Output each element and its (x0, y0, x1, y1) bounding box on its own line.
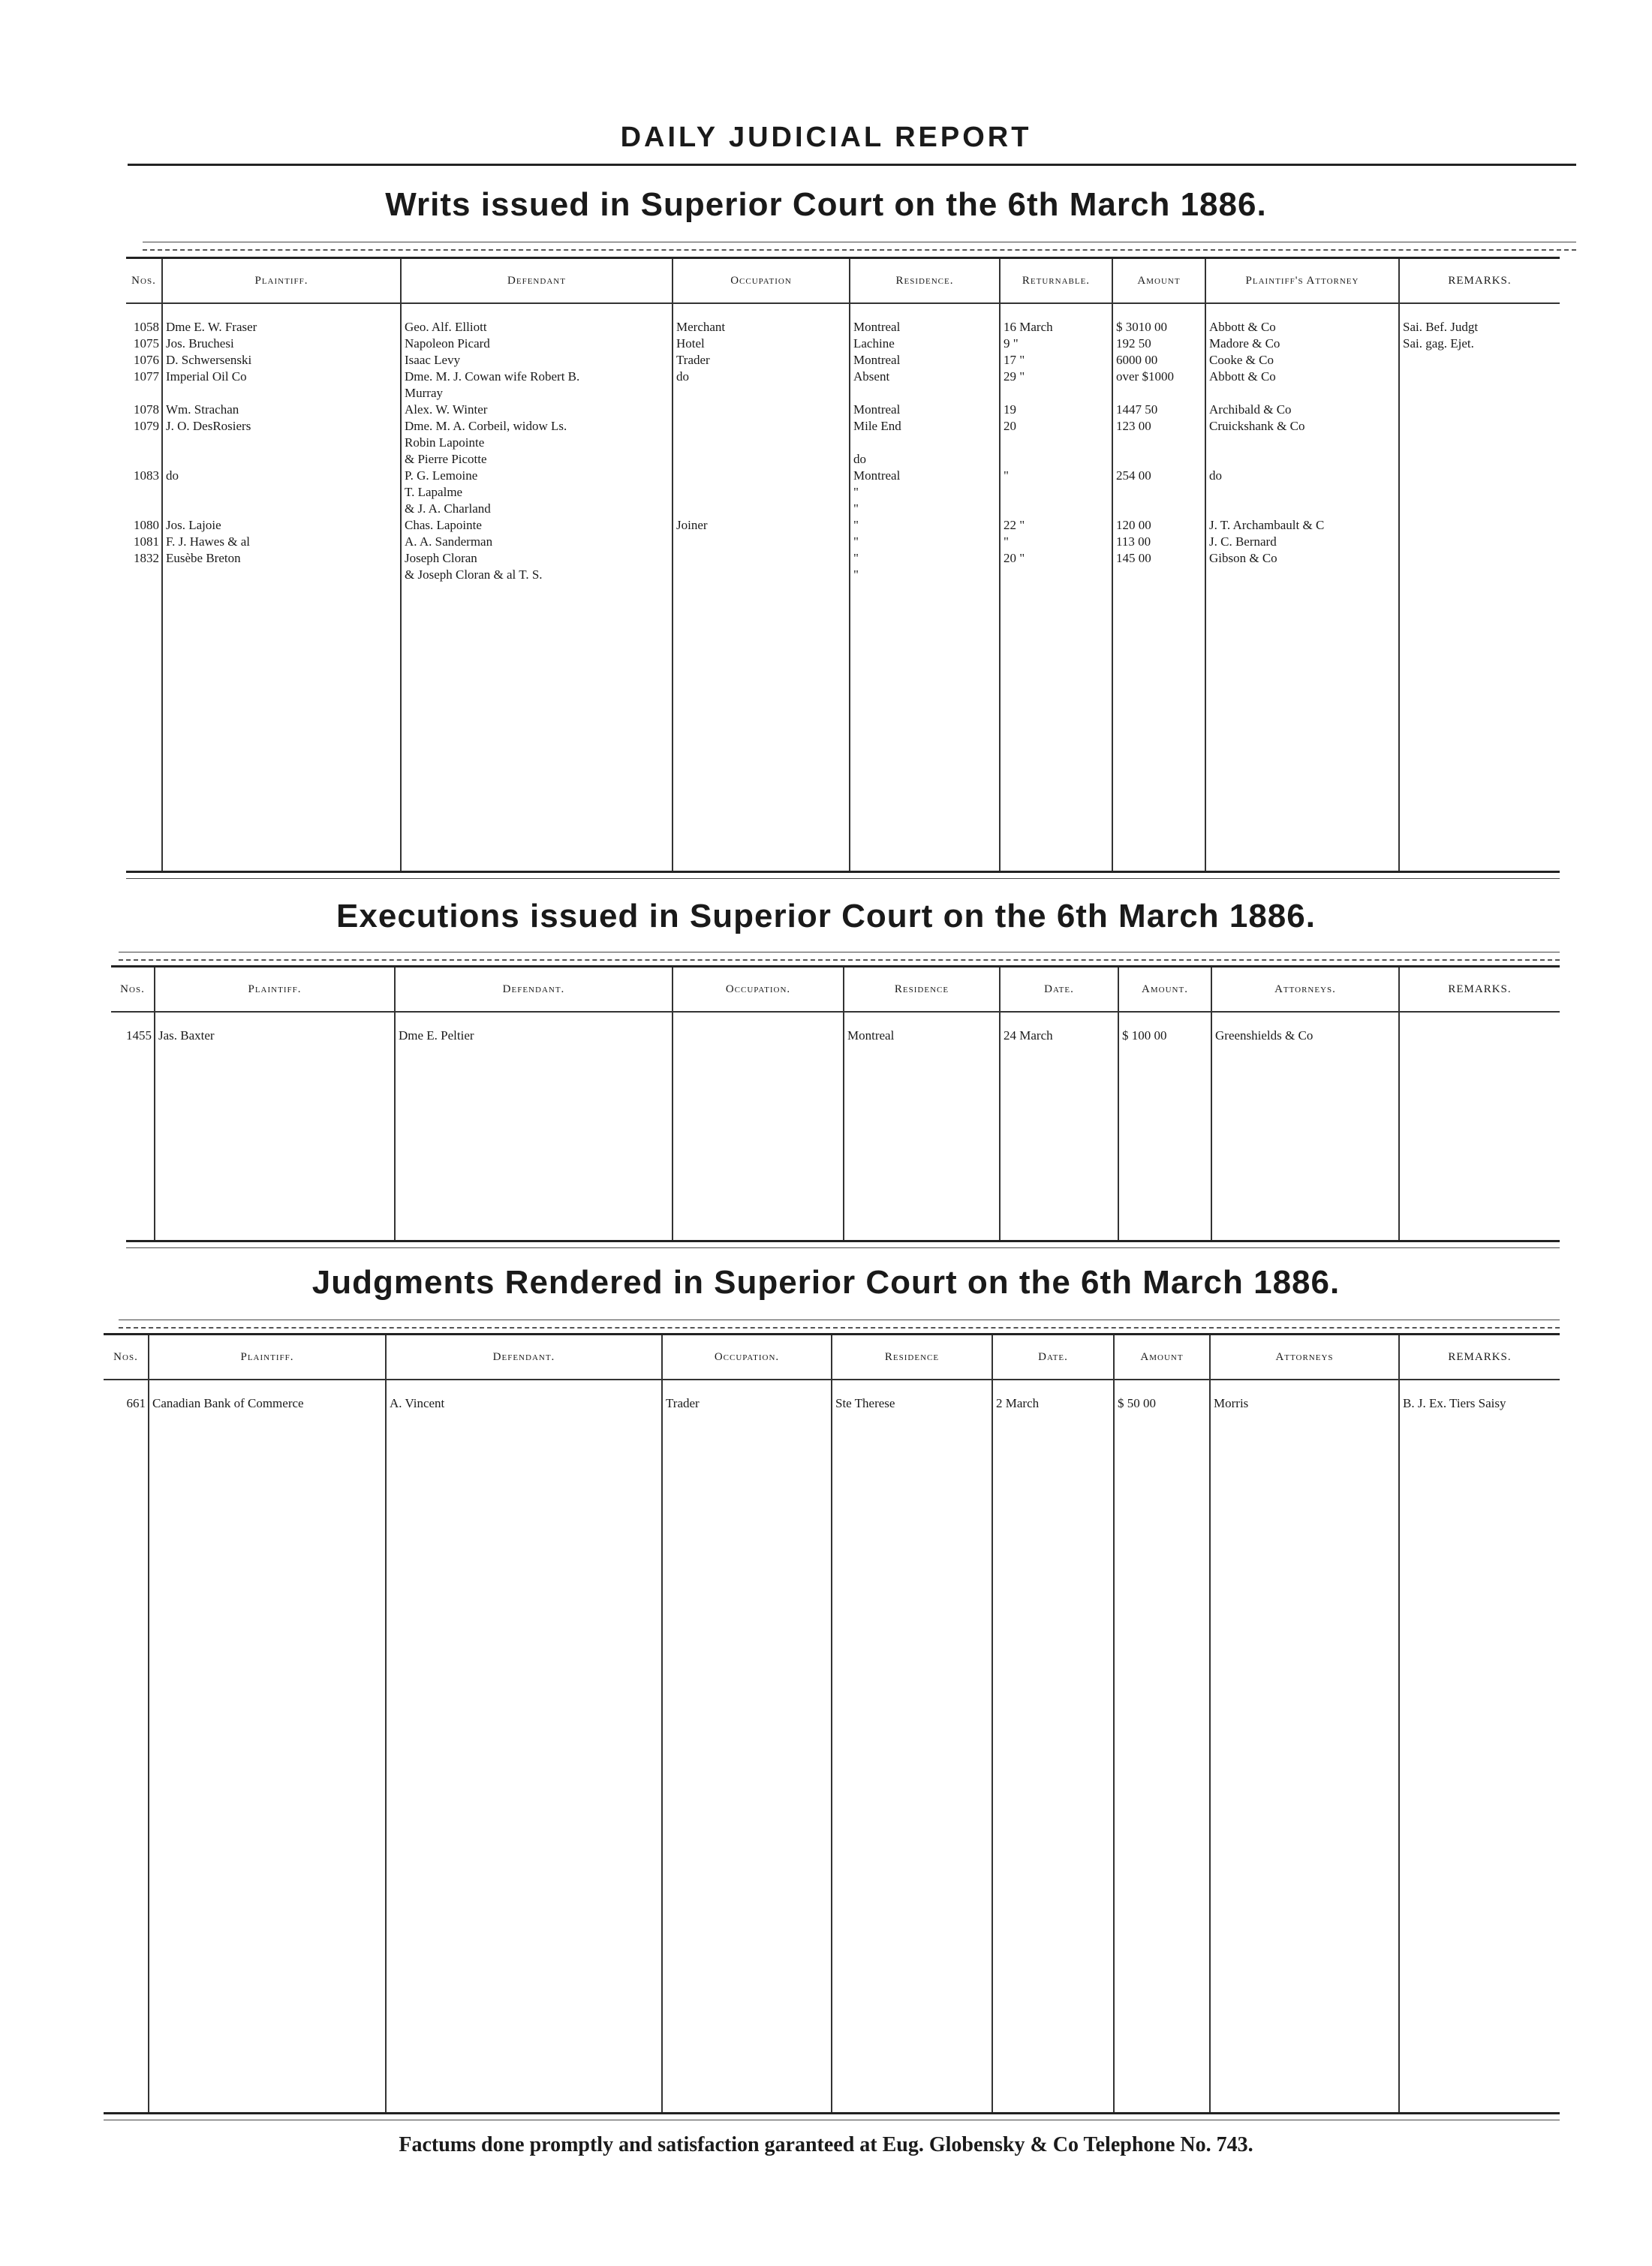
executions-top-dashed-rule (119, 959, 1560, 961)
table-row (126, 451, 1560, 468)
cell-occupation: Merchant (673, 303, 850, 336)
cell-amount (1112, 501, 1205, 517)
table-filler-row (126, 583, 1560, 872)
col-header-remarks: REMARKS. (1399, 967, 1560, 1013)
col-header-amount: Amount (1112, 258, 1205, 304)
cell-remarks: B. J. Ex. Tiers Saisy (1399, 1380, 1560, 1412)
col-header-occupation: Occupation. (662, 1335, 832, 1380)
cell-attorney: Gibson & Co (1205, 550, 1399, 567)
cell-defendant: & Pierre Picotte (401, 451, 673, 468)
col-header-plaintiff: Plaintiff. (149, 1335, 386, 1380)
cell-no: 1832 (134, 551, 159, 565)
cell-residence: Montreal (850, 352, 1000, 369)
judgments-header-row (104, 1335, 1560, 1380)
cell-plaintiff: do (162, 468, 401, 484)
cell-no: 661 (126, 1396, 146, 1410)
col-header-attorneys: Attorneys (1210, 1335, 1399, 1380)
table-row (126, 385, 1560, 402)
cell-attorney (1205, 385, 1399, 402)
cell-defendant: T. Lapalme (401, 484, 673, 501)
cell-date: 24 March (1000, 1012, 1118, 1044)
cell-plaintiff (162, 435, 401, 451)
writs-bottom-rule-thin (126, 878, 1560, 879)
cell-defendant: Napoleon Picard (401, 336, 673, 352)
cell-attorney (1205, 501, 1399, 517)
cell-amount: $ 50 00 (1114, 1380, 1210, 1412)
cell-defendant: P. G. Lemoine (401, 468, 673, 484)
judgments-table (104, 1333, 1560, 2114)
cell-defendant: Isaac Levy (401, 352, 673, 369)
empty-cell (401, 583, 673, 872)
cell-residence: Lachine (850, 336, 1000, 352)
cell-plaintiff: Dme E. W. Fraser (162, 303, 401, 336)
cell-occupation (673, 418, 850, 435)
cell-amount (1112, 385, 1205, 402)
cell-amount: $ 100 00 (1118, 1012, 1211, 1044)
empty-cell (992, 1412, 1114, 2114)
cell-occupation: Joiner (673, 517, 850, 534)
col-header-residence: Residence. (850, 258, 1000, 304)
cell-amount: 192 50 (1112, 336, 1205, 352)
col-header-attorneys: Attorneys. (1211, 967, 1399, 1013)
cell-remarks (1399, 402, 1560, 418)
col-header-defendant: Defendant. (386, 1335, 662, 1380)
cell-residence (850, 435, 1000, 451)
cell-plaintiff: D. Schwersenski (162, 352, 401, 369)
cell-date: 2 March (992, 1380, 1114, 1412)
empty-cell (126, 583, 162, 872)
cell-occupation (673, 1012, 844, 1044)
cell-plaintiff: Eusèbe Breton (162, 550, 401, 567)
cell-plaintiff (162, 451, 401, 468)
table-row (126, 550, 1560, 567)
cell-amount (1112, 451, 1205, 468)
empty-cell (1399, 1412, 1560, 2114)
cell-occupation (673, 550, 850, 567)
cell-defendant: & J. A. Charland (401, 501, 673, 517)
cell-plaintiff (162, 567, 401, 583)
table-row (126, 567, 1560, 583)
writs-table (126, 257, 1560, 872)
footer-advertisement: Factums done promptly and satisfaction garanteed at Eug. Globensky & Co Telephone No. 743. (399, 2133, 1253, 2156)
empty-cell (832, 1412, 992, 2114)
cell-remarks (1399, 501, 1560, 517)
cell-residence: " (850, 550, 1000, 567)
cell-no (126, 484, 162, 501)
cell-no: 1455 (126, 1028, 152, 1043)
table-row (111, 1012, 1560, 1044)
cell-plaintiff (162, 484, 401, 501)
col-header-defendant: Defendant. (395, 967, 673, 1013)
cell-occupation (673, 402, 850, 418)
judgments-heading: Judgments Rendered in Superior Court on the 6th March 1886. (311, 1264, 1341, 1301)
cell-residence: Montreal (850, 303, 1000, 336)
cell-no (126, 567, 162, 583)
cell-defendant: Chas. Lapointe (401, 517, 673, 534)
cell-date (1000, 567, 1112, 583)
cell-date (1000, 501, 1112, 517)
cell-occupation (673, 501, 850, 517)
cell-date (1000, 385, 1112, 402)
cell-occupation (673, 468, 850, 484)
table-row (126, 418, 1560, 435)
cell-remarks: Sai. Bef. Judgt (1399, 303, 1560, 336)
table-row (126, 369, 1560, 385)
empty-cell (1118, 1044, 1211, 1241)
cell-date: 16 March (1000, 303, 1112, 336)
executions-bottom-rule-thin (126, 1247, 1560, 1248)
cell-remarks (1399, 484, 1560, 501)
cell-plaintiff: Wm. Strachan (162, 402, 401, 418)
cell-attorney: Archibald & Co (1205, 402, 1399, 418)
cell-no: 1079 (134, 419, 159, 433)
table-row (126, 468, 1560, 484)
cell-occupation: Hotel (673, 336, 850, 352)
cell-residence: Ste Therese (832, 1380, 992, 1412)
empty-cell (673, 583, 850, 872)
col-header-defendant: Defendant (401, 258, 673, 304)
cell-residence: " (850, 534, 1000, 550)
cell-plaintiff: F. J. Hawes & al (162, 534, 401, 550)
col-header-occupation: Occupation. (673, 967, 844, 1013)
col-header-remarks: REMARKS. (1399, 258, 1560, 304)
col-header-occupation: Occupation (673, 258, 850, 304)
cell-date: 9 " (1000, 336, 1112, 352)
empty-cell (395, 1044, 673, 1241)
table-filler-row (111, 1044, 1560, 1241)
cell-residence: " (850, 567, 1000, 583)
cell-date (1000, 435, 1112, 451)
cell-plaintiff: Jas. Baxter (155, 1012, 395, 1044)
empty-cell (1399, 1044, 1560, 1241)
cell-no (126, 501, 162, 517)
cell-no: 1080 (134, 518, 159, 532)
cell-residence: " (850, 517, 1000, 534)
judgments-bottom-rule (104, 2112, 1560, 2114)
cell-remarks (1399, 369, 1560, 385)
cell-remarks: Sai. gag. Ejet. (1399, 336, 1560, 352)
cell-no: 1076 (134, 353, 159, 367)
cell-remarks (1399, 550, 1560, 567)
cell-no (126, 385, 162, 402)
writs-bottom-rule (126, 871, 1560, 873)
empty-cell (155, 1044, 395, 1241)
cell-attorney: Abbott & Co (1205, 303, 1399, 336)
cell-date: 20 " (1000, 550, 1112, 567)
cell-date (1000, 484, 1112, 501)
cell-occupation: do (673, 369, 850, 385)
cell-plaintiff: Canadian Bank of Commerce (149, 1380, 386, 1412)
cell-no: 1083 (134, 468, 159, 483)
judgments-rows (104, 1380, 1560, 2114)
empty-cell (850, 583, 1000, 872)
cell-residence: Montreal (844, 1012, 1000, 1044)
cell-defendant: Dme. M. J. Cowan wife Robert B. (401, 369, 673, 385)
cell-remarks (1399, 385, 1560, 402)
cell-amount (1112, 484, 1205, 501)
cell-date: 19 (1000, 402, 1112, 418)
cell-amount (1112, 567, 1205, 583)
cell-attorney (1205, 451, 1399, 468)
cell-remarks (1399, 517, 1560, 534)
empty-cell (1205, 583, 1399, 872)
cell-attorney: J. T. Archambault & C (1205, 517, 1399, 534)
cell-attorney: Abbott & Co (1205, 369, 1399, 385)
empty-cell (662, 1412, 832, 2114)
cell-amount: over $1000 (1112, 369, 1205, 385)
empty-cell (1112, 583, 1205, 872)
cell-residence: Montreal (850, 402, 1000, 418)
empty-cell (149, 1412, 386, 2114)
cell-remarks (1399, 418, 1560, 435)
cell-no: 1078 (134, 402, 159, 417)
writs-header-row (126, 258, 1560, 304)
cell-attorney: Morris (1210, 1380, 1399, 1412)
cell-amount: 120 00 (1112, 517, 1205, 534)
cell-defendant: Robin Lapointe (401, 435, 673, 451)
page-title: DAILY JUDICIAL REPORT (620, 122, 1032, 153)
cell-occupation (673, 435, 850, 451)
cell-no: 1058 (134, 320, 159, 334)
cell-remarks (1399, 352, 1560, 369)
col-header-residence: Residence (832, 1335, 992, 1380)
col-header-returnable: Returnable. (1000, 258, 1112, 304)
cell-occupation (673, 385, 850, 402)
cell-plaintiff: Jos. Bruchesi (162, 336, 401, 352)
cell-date: 22 " (1000, 517, 1112, 534)
cell-residence: Absent (850, 369, 1000, 385)
cell-residence (850, 385, 1000, 402)
empty-cell (162, 583, 401, 872)
table-row (126, 517, 1560, 534)
cell-occupation (673, 484, 850, 501)
title-rule (128, 164, 1576, 166)
executions-header-row (111, 967, 1560, 1013)
cell-defendant: Murray (401, 385, 673, 402)
cell-defendant: A. Vincent (386, 1380, 662, 1412)
writs-rows (126, 303, 1560, 872)
cell-amount: 254 00 (1112, 468, 1205, 484)
cell-residence: " (850, 484, 1000, 501)
empty-cell (844, 1044, 1000, 1241)
cell-occupation (673, 534, 850, 550)
cell-attorney: Cruickshank & Co (1205, 418, 1399, 435)
table-row (104, 1380, 1560, 1412)
table-filler-row (104, 1412, 1560, 2114)
cell-occupation (673, 567, 850, 583)
cell-attorney: Madore & Co (1205, 336, 1399, 352)
col-header-date: Date. (992, 1335, 1114, 1380)
cell-no: 1081 (134, 534, 159, 549)
writs-top-dashed-rule (143, 249, 1576, 251)
cell-no: 1077 (134, 369, 159, 384)
empty-cell (1000, 1044, 1118, 1241)
col-header-attorney: Plaintiff's Attorney (1205, 258, 1399, 304)
cell-remarks (1399, 1012, 1560, 1044)
cell-defendant: Dme. M. A. Corbeil, widow Ls. (401, 418, 673, 435)
executions-table (111, 965, 1560, 1241)
cell-attorney (1205, 567, 1399, 583)
cell-date: 29 " (1000, 369, 1112, 385)
cell-no (126, 451, 162, 468)
cell-remarks (1399, 567, 1560, 583)
empty-cell (1399, 583, 1560, 872)
col-header-nos: Nos. (104, 1335, 149, 1380)
cell-defendant: Geo. Alf. Elliott (401, 303, 673, 336)
cell-attorney (1205, 435, 1399, 451)
cell-attorney (1205, 484, 1399, 501)
cell-attorney: Cooke & Co (1205, 352, 1399, 369)
cell-amount: 1447 50 (1112, 402, 1205, 418)
cell-occupation: Trader (662, 1380, 832, 1412)
cell-amount: 113 00 (1112, 534, 1205, 550)
executions-heading: Executions issued in Superior Court on the 6th March 1886. (336, 898, 1316, 934)
cell-remarks (1399, 534, 1560, 550)
cell-defendant: Joseph Cloran (401, 550, 673, 567)
executions-rows (111, 1012, 1560, 1241)
col-header-remarks: REMARKS. (1399, 1335, 1560, 1380)
cell-defendant: & Joseph Cloran & al T. S. (401, 567, 673, 583)
cell-defendant: Alex. W. Winter (401, 402, 673, 418)
cell-amount: 145 00 (1112, 550, 1205, 567)
cell-date (1000, 451, 1112, 468)
empty-cell (1000, 583, 1112, 872)
table-row (126, 534, 1560, 550)
col-header-plaintiff: Plaintiff. (155, 967, 395, 1013)
cell-occupation (673, 451, 850, 468)
col-header-nos: Nos. (126, 258, 162, 304)
cell-remarks (1399, 451, 1560, 468)
cell-plaintiff: Imperial Oil Co (162, 369, 401, 385)
cell-plaintiff: Jos. Lajoie (162, 517, 401, 534)
table-row (126, 501, 1560, 517)
cell-plaintiff: J. O. DesRosiers (162, 418, 401, 435)
cell-no (126, 435, 162, 451)
cell-date: " (1000, 468, 1112, 484)
col-header-amount: Amount. (1118, 967, 1211, 1013)
cell-residence: do (850, 451, 1000, 468)
cell-amount (1112, 435, 1205, 451)
cell-no: 1075 (134, 336, 159, 351)
empty-cell (1210, 1412, 1399, 2114)
cell-date: 17 " (1000, 352, 1112, 369)
cell-amount: 6000 00 (1112, 352, 1205, 369)
col-header-date: Date. (1000, 967, 1118, 1013)
cell-attorney: Greenshields & Co (1211, 1012, 1399, 1044)
table-row (126, 352, 1560, 369)
cell-residence: " (850, 501, 1000, 517)
cell-plaintiff (162, 501, 401, 517)
empty-cell (1114, 1412, 1210, 2114)
cell-defendant: A. A. Sanderman (401, 534, 673, 550)
cell-amount: 123 00 (1112, 418, 1205, 435)
writs-heading: Writs issued in Superior Court on the 6th March 1886. (385, 186, 1267, 223)
cell-date: 20 (1000, 418, 1112, 435)
cell-residence: Montreal (850, 468, 1000, 484)
cell-remarks (1399, 468, 1560, 484)
cell-date: " (1000, 534, 1112, 550)
cell-attorney: J. C. Bernard (1205, 534, 1399, 550)
col-header-nos: Nos. (111, 967, 155, 1013)
empty-cell (673, 1044, 844, 1241)
col-header-plaintiff: Plaintiff. (162, 258, 401, 304)
executions-bottom-rule (126, 1240, 1560, 1242)
cell-attorney: do (1205, 468, 1399, 484)
col-header-residence: Residence (844, 967, 1000, 1013)
empty-cell (111, 1044, 155, 1241)
cell-defendant: Dme E. Peltier (395, 1012, 673, 1044)
empty-cell (386, 1412, 662, 2114)
table-row (126, 435, 1560, 451)
cell-amount: $ 3010 00 (1112, 303, 1205, 336)
table-row (126, 336, 1560, 352)
cell-plaintiff (162, 385, 401, 402)
cell-remarks (1399, 435, 1560, 451)
table-row (126, 303, 1560, 336)
cell-occupation: Trader (673, 352, 850, 369)
table-row (126, 402, 1560, 418)
cell-residence: Mile End (850, 418, 1000, 435)
table-row (126, 484, 1560, 501)
empty-cell (1211, 1044, 1399, 1241)
judgments-top-dashed-rule (119, 1327, 1560, 1329)
col-header-amount: Amount (1114, 1335, 1210, 1380)
empty-cell (104, 1412, 149, 2114)
